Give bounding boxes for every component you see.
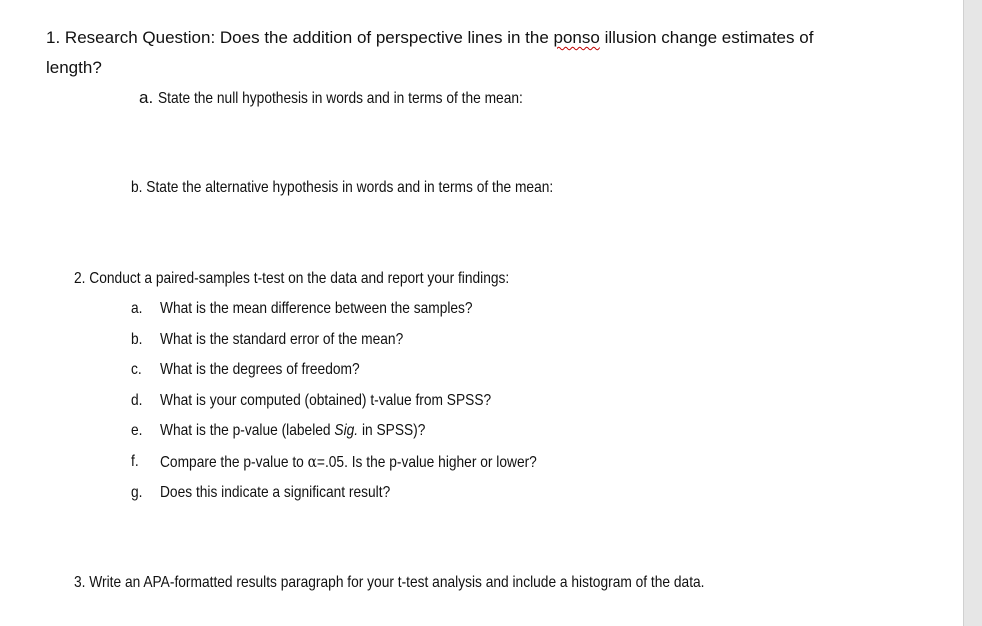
question-3 bbox=[74, 575, 704, 591]
question-1-text-before: Does the addition of perspective lines in the bbox=[219, 28, 549, 47]
question-2g-text: Does this indicate a significant result? bbox=[160, 484, 391, 501]
question-2g-marker: g. bbox=[131, 484, 143, 501]
question-2f-marker: f. bbox=[131, 453, 139, 470]
question-2e-italic: Sig. bbox=[334, 422, 359, 439]
question-2c-marker: c. bbox=[131, 361, 142, 378]
question-2-text: Conduct a paired-samples t-test on the data and report your findings: bbox=[89, 270, 510, 287]
question-1-line bbox=[46, 29, 813, 46]
question-2e-marker: e. bbox=[131, 422, 143, 439]
question-2a-marker: a. bbox=[131, 300, 143, 317]
question-2c-text: What is the degrees of freedom? bbox=[160, 361, 360, 378]
question-2e-text bbox=[160, 423, 425, 439]
question-1-label: Research Question: bbox=[64, 28, 216, 47]
question-2d-marker: d. bbox=[131, 392, 143, 409]
misspelled-word[interactable]: ponso bbox=[553, 28, 600, 47]
question-1b-marker: b. bbox=[131, 179, 143, 196]
question-1-number: 1. bbox=[46, 28, 61, 47]
question-2a-text: What is the mean difference between the samples? bbox=[160, 300, 473, 317]
question-2-number: 2. bbox=[74, 270, 86, 287]
question-1-text-after: illusion change estimates of bbox=[604, 28, 814, 47]
question-3-text: Write an APA-formatted results paragraph for your t-test analysis and include a histogram of the data. bbox=[89, 574, 705, 591]
question-3-number: 3. bbox=[74, 574, 86, 591]
vertical-scrollbar[interactable] bbox=[963, 0, 982, 626]
question-2f-text-after: =.05. Is the p-value higher or lower? bbox=[316, 454, 537, 471]
question-2f-text-before: Compare the p-value to bbox=[160, 454, 304, 471]
question-1-continuation: length? bbox=[46, 58, 102, 77]
question-1a bbox=[139, 89, 582, 107]
question-2f-text bbox=[160, 454, 537, 471]
alpha-symbol: α bbox=[307, 452, 317, 471]
question-1a-marker: a. bbox=[139, 88, 154, 107]
question-1a-text: State the null hypothesis in words and in terms of the mean: bbox=[157, 90, 523, 107]
question-2 bbox=[74, 271, 509, 287]
question-1b bbox=[131, 180, 553, 196]
question-1b-text: State the alternative hypothesis in words and in terms of the mean: bbox=[146, 179, 554, 196]
question-2e-text-after: in SPSS)? bbox=[361, 422, 426, 439]
question-2b-marker: b. bbox=[131, 331, 143, 348]
question-2e-text-before: What is the p-value (labeled bbox=[160, 422, 331, 439]
question-2d-text: What is your computed (obtained) t-value from SPSS? bbox=[160, 392, 492, 409]
question-2b-text: What is the standard error of the mean? bbox=[160, 331, 404, 348]
